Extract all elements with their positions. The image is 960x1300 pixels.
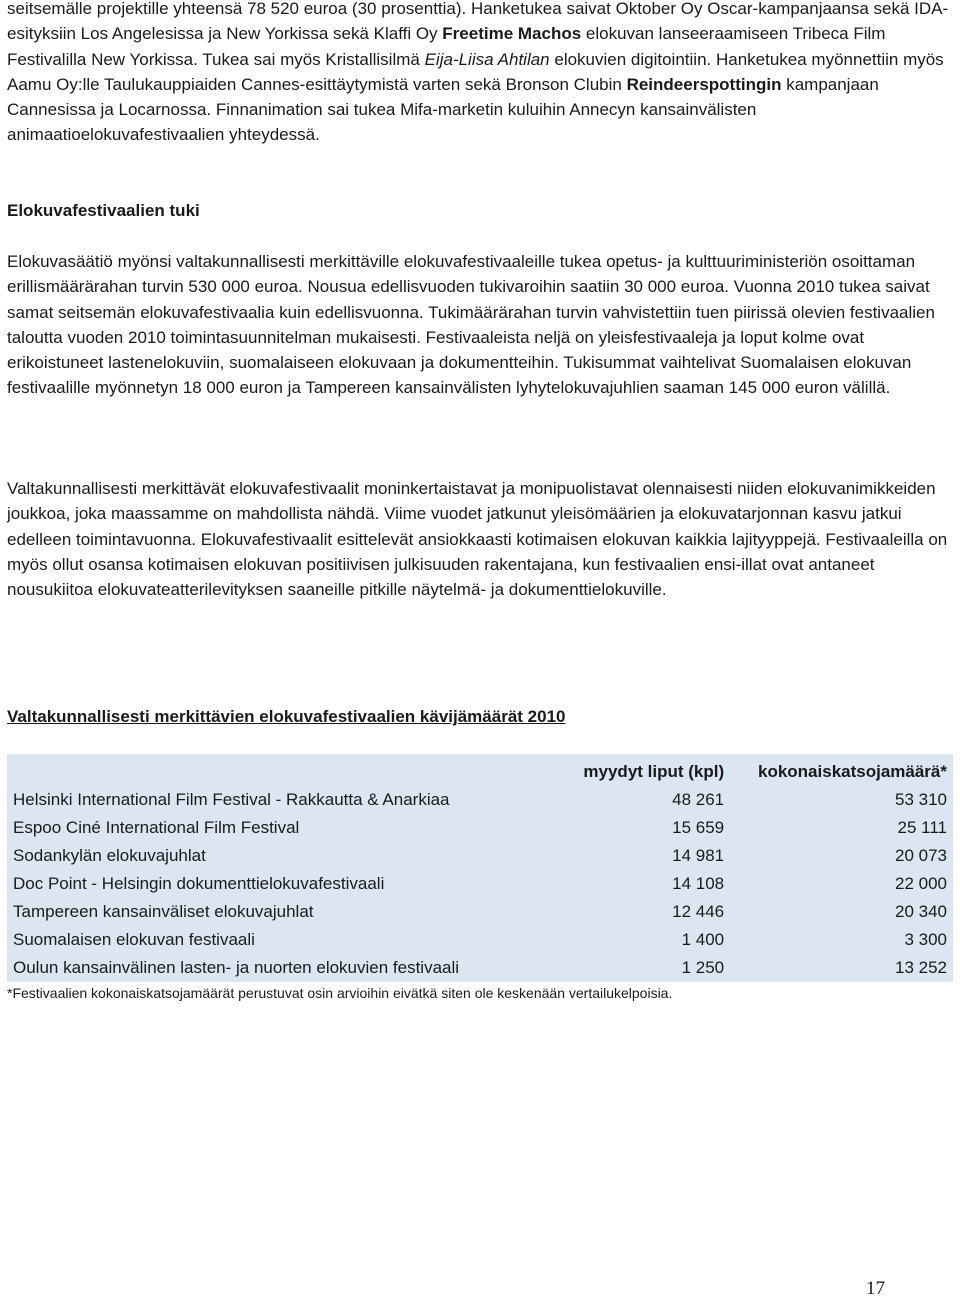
table-row — [7, 814, 953, 842]
total-attendance: 3 300 — [730, 926, 953, 954]
intro-text-1: seitsemälle projektille yhteensä 78 520 euroa (30 prosenttia). Hanketukea saivat Oktober Oy Oscar-kampanjaansa sekä IDA-esityksiin Los Angelesissa ja New Yorkissa sekä Klaffi Oy — [7, 0, 949, 44]
attendance-table — [7, 754, 953, 982]
festival-name: Espoo Ciné International Film Festival — [7, 814, 552, 842]
section-heading-festival-support: Elokuvafestivaalien tuki — [7, 201, 200, 220]
tickets-sold: 48 261 — [552, 786, 730, 814]
tickets-sold: 12 446 — [552, 898, 730, 926]
tickets-sold: 14 108 — [552, 870, 730, 898]
table-header-tickets: myydyt liput (kpl) — [552, 754, 730, 786]
table-footnote: *Festivaalien kokonaiskatsojamäärät perustuvat osin arvioihin eivätkä siten ole keskenään vertailukelpoisia. — [7, 985, 673, 1001]
film-title-reindeerspotting: Reindeerspottingin — [626, 74, 782, 94]
intro-text-2: elokuvan lanseeraamiseen Tribeca Film Festivalilla New Yorkissa. Tukea sai myös Kristallisilmä — [7, 24, 886, 69]
table-row — [7, 926, 953, 954]
total-attendance: 22 000 — [730, 870, 953, 898]
tickets-sold: 1 250 — [552, 954, 730, 982]
total-attendance: 20 073 — [730, 842, 953, 870]
table-header-row — [7, 754, 953, 786]
film-title-freetime-machos: Freetime Machos — [442, 24, 582, 44]
national-festivals-paragraph: Valtakunnallisesti merkittävät elokuvafestivaalit moninkertaistavat ja monipuolistavat olennaisesti niiden elokuvanimikkeiden joukkoa, joka maassamme on mahdollista nähdä. Viime vuodet jatkunut yleisömäärien ja elokuvatarjonnan kasvu jatkui edelleen toimintavuonna. Elokuvafestivaalit esittelevät ansiokkaasti kotimaisen elokuvan kaikkia lajityyppejä. Festivaaleilla on myös ollut osansa kotimaisen elokuvan positiivisen julkisuuden rakentajana, kun festivaalien ensi-illat ovat antaneet nousukiitoa elokuvateatterilevityksen saaneille pitkille näytelmä- ja dokumenttielokuville. — [7, 479, 948, 600]
festival-name: Sodankylän elokuvajuhlat — [7, 842, 552, 870]
tickets-sold: 15 659 — [552, 814, 730, 842]
tickets-sold: 14 981 — [552, 842, 730, 870]
festival-name: Oulun kansainvälinen lasten- ja nuorten elokuvien festivaali — [7, 954, 552, 982]
intro-paragraph — [7, 0, 953, 148]
table-header-total: kokonaiskatsojamäärä* — [730, 754, 953, 786]
artist-name-italic: Eija-Liisa Ahtilan — [424, 49, 550, 69]
total-attendance: 13 252 — [730, 954, 953, 982]
total-attendance: 53 310 — [730, 786, 953, 814]
table-header-festival — [7, 754, 552, 786]
table-row — [7, 898, 953, 926]
table-row — [7, 842, 953, 870]
festival-support-paragraph: Elokuvasäätiö myönsi valtakunnallisesti merkittäville elokuvafestivaaleille tukea opetus- ja kulttuuriministeriön osoittaman erillismäärärahan turvin 530 000 euroa. Nousua edellisvuoden tukivaroihin saatiin 30 000 euroa. Vuonna 2010 tukea saivat samat seitsemän elokuvafestivaalia kuin edellisvuonna. Tukimäärärahan turvin vahvistettiin tuen piirissä olevien festivaalien taloutta vuoden 2010 toimintasuunnitelman mukaisesti. Festivaaleista neljä on yleisfestivaaleja ja loput kolme ovat erikoistuneet lastenelokuviin, suomalaiseen elokuvaan ja dokumentteihin. Tukisummat vaihtelivat Suomalaisen elokuvan festivaalille myönnetyn 18 000 euron ja Tampereen kansainvälisten lyhytelokuvajuhlien saaman 145 000 euron välillä. — [7, 252, 935, 398]
festival-name: Doc Point - Helsingin dokumenttielokuvafestivaali — [7, 870, 552, 898]
total-attendance: 20 340 — [730, 898, 953, 926]
intro-text-4: kampanjaan Cannesissa ja Locarnossa. Finnanimation sai tukea Mifa-marketin kuluihin Annecyn kansainvälisten animaatioelokuvafestivaalien yhteydessä. — [7, 74, 879, 145]
festival-name: Tampereen kansainväliset elokuvajuhlat — [7, 898, 552, 926]
festival-name: Helsinki International Film Festival - Rakkautta & Anarkiaa — [7, 786, 552, 814]
intro-text-3: elokuvien digitointiin. Hanketukea myönnettiin myös Aamu Oy:lle Taulukauppiaiden Cannes-esittäytymistä varten sekä Bronson Clubin — [7, 49, 944, 94]
page-number: 17 — [866, 1278, 885, 1299]
table-row — [7, 786, 953, 814]
table-row — [7, 954, 953, 982]
total-attendance: 25 111 — [730, 814, 953, 842]
festival-name: Suomalaisen elokuvan festivaali — [7, 926, 552, 954]
tickets-sold: 1 400 — [552, 926, 730, 954]
table-title: Valtakunnallisesti merkittävien elokuvafestivaalien kävijämäärät 2010 — [7, 707, 566, 726]
table-row — [7, 870, 953, 898]
